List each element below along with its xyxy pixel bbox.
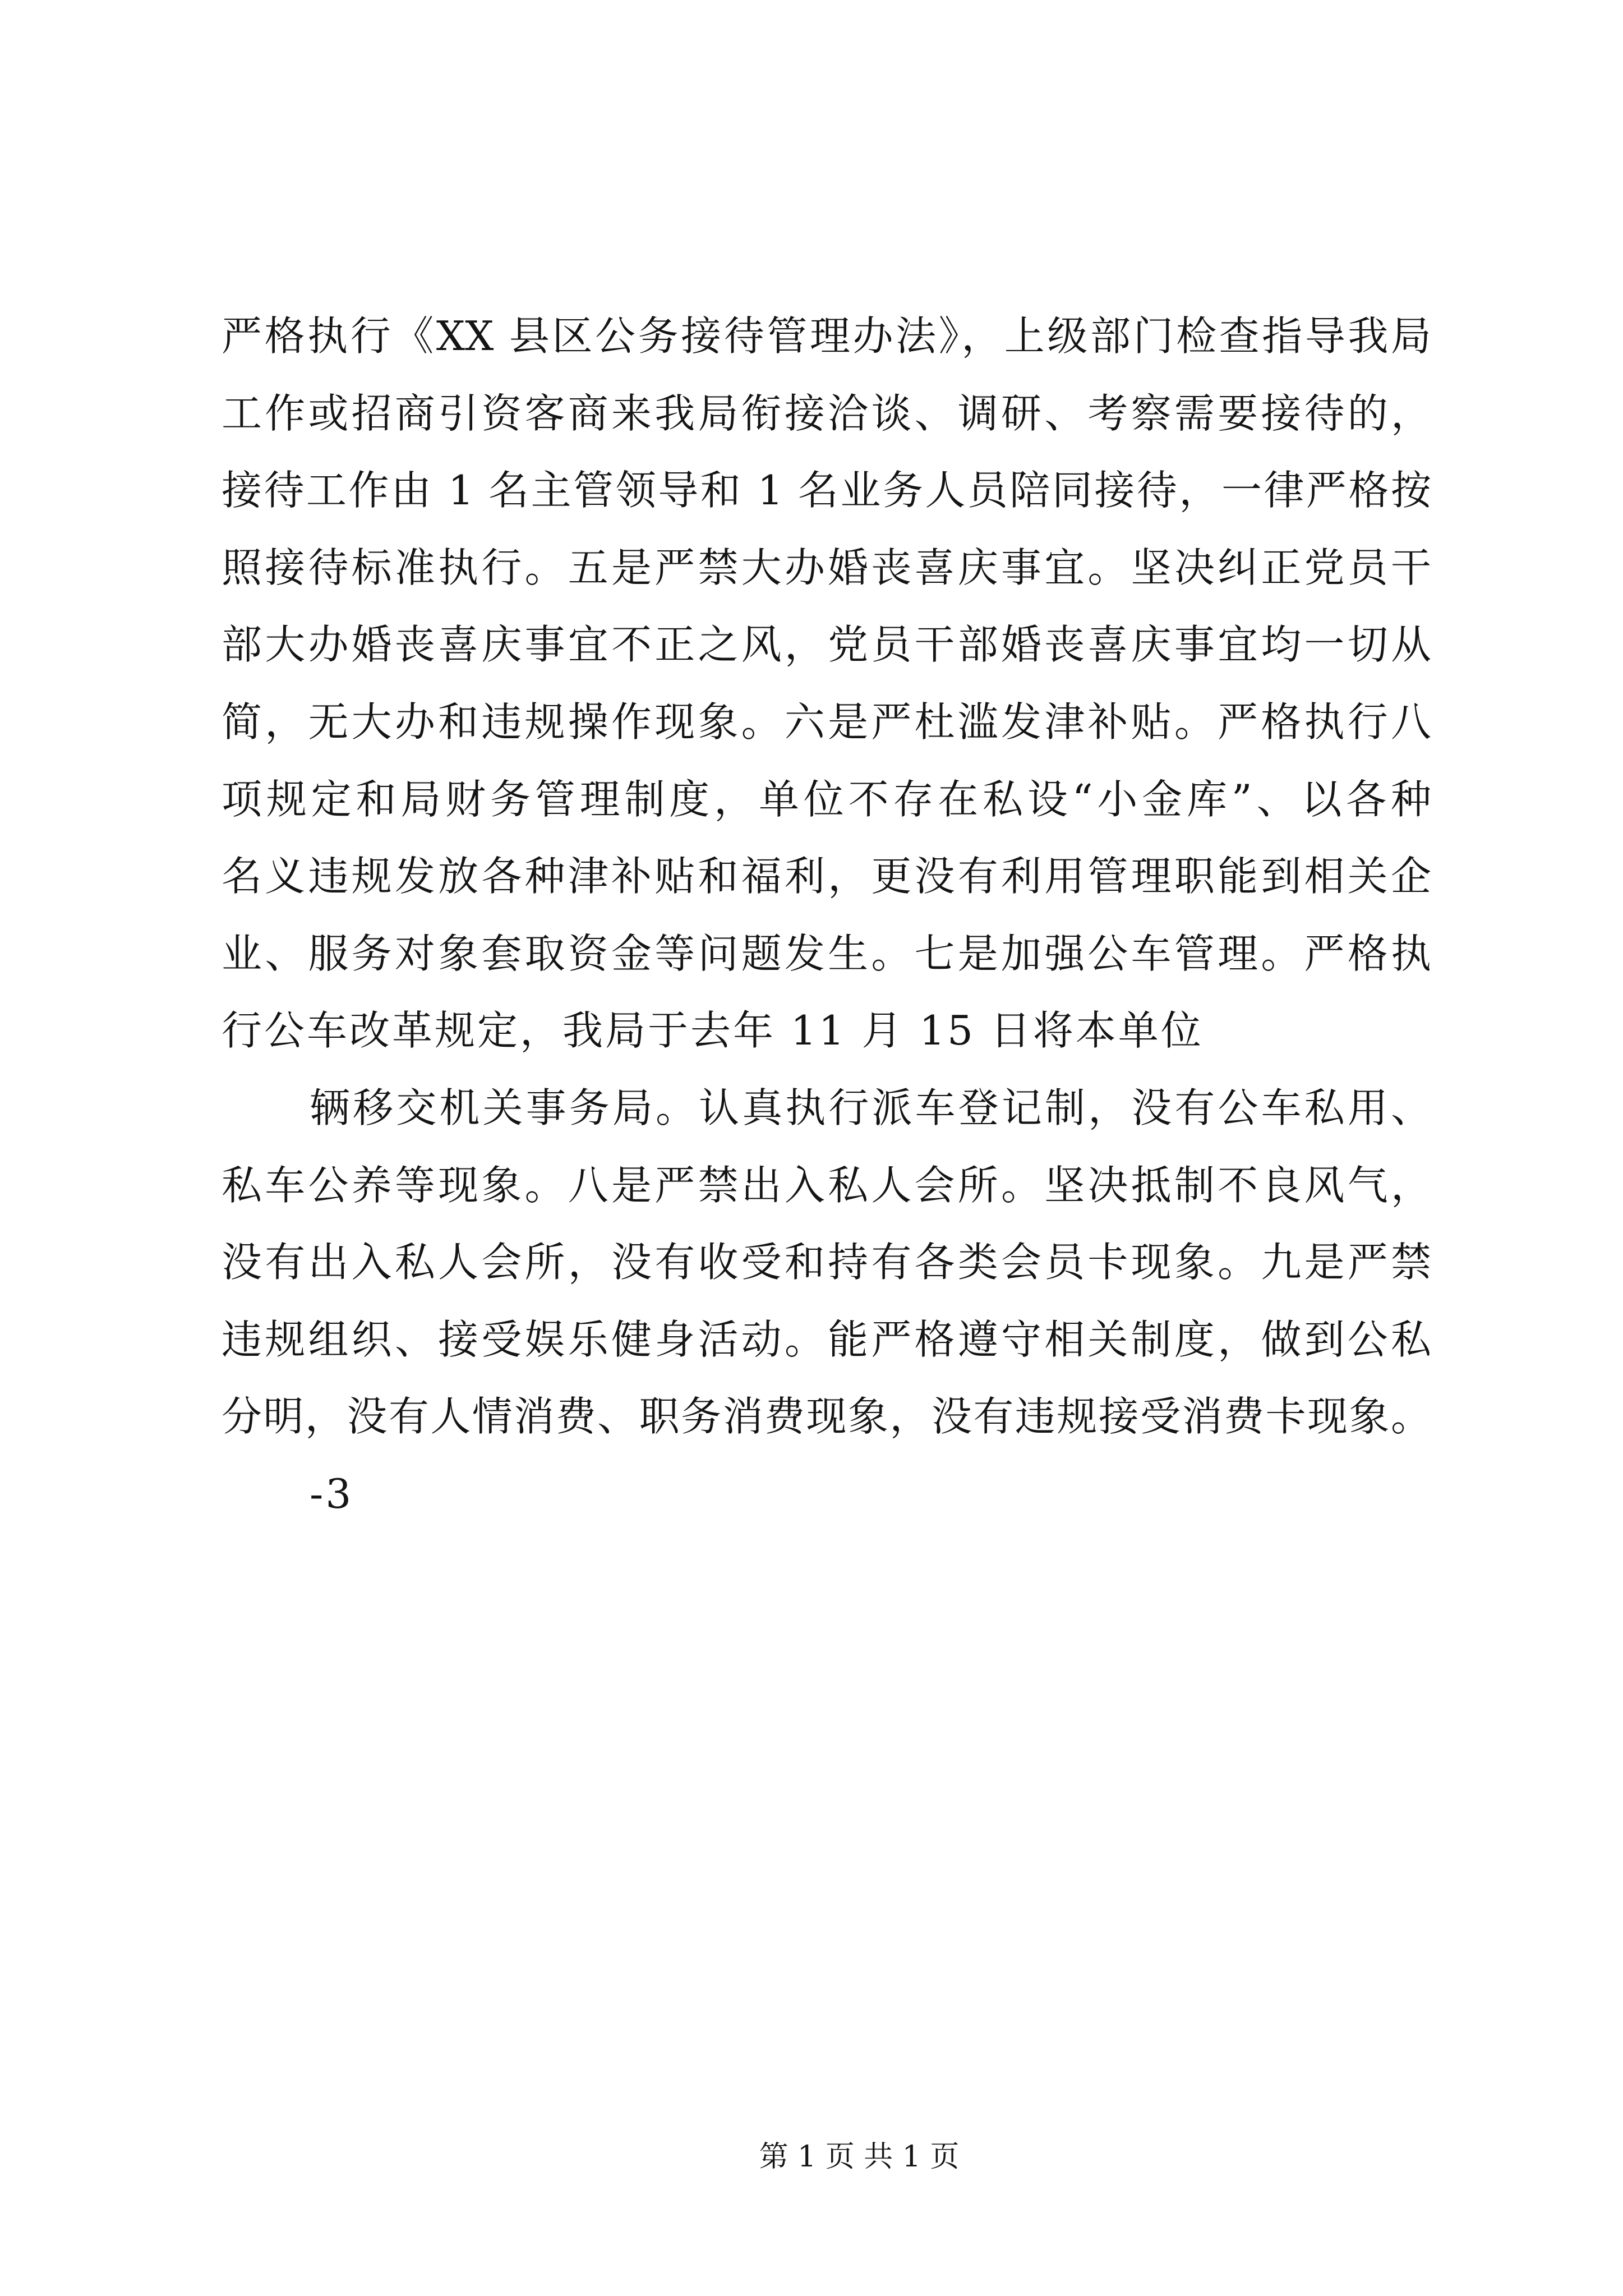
text-line: 部大办婚丧喜庆事宜不正之风，党员干部婚丧喜庆事宜均一切从 — [222, 621, 1431, 669]
text-line: 业、服务对象套取资金等问题发生。七是加强公车管理。严格执 — [222, 930, 1431, 977]
text-line: 没有出入私人会所，没有收受和持有各类会员卡现象。九是严禁 — [222, 1239, 1431, 1286]
text-line: 项规定和局财务管理制度，单位不存在私设“小金库”、以各种 — [222, 775, 1431, 823]
paragraph — [222, 1070, 1431, 1456]
text-line: 名义违规发放各种津补贴和福利，更没有利用管理职能到相关企 — [222, 853, 1431, 900]
text-line: 私车公养等现象。八是严禁出入私人会所。坚决抵制不良风气， — [222, 1161, 1431, 1209]
page-marker: -3 — [310, 1470, 354, 1517]
text-line: 严格执行《XX 县区公务接待管理办法》，上级部门检查指导我局 — [222, 312, 1431, 360]
text-line: 辆移交机关事务局。认真执行派车登记制，没有公车私用、 — [310, 1084, 1431, 1131]
text-line: 照接待标准执行。五是严禁大办婚丧喜庆事宜。坚决纠正党员干 — [222, 544, 1431, 591]
paragraph — [222, 298, 1431, 1070]
document-body — [222, 298, 1431, 1533]
text-line: 工作或招商引资客商来我局衔接洽谈、调研、考察需要接待的， — [222, 389, 1431, 437]
text-line: 接待工作由 1 名主管领导和 1 名业务人员陪同接待，一律严格按 — [222, 467, 1431, 514]
page-footer: 第 1 页 共 1 页 — [759, 2140, 960, 2174]
text-line: 简，无大办和违规操作现象。六是严杜滥发津补贴。严格执行八 — [222, 698, 1431, 746]
text-line: 行公车改革规定，我局于去年 11 月 15 日将本单位 — [222, 1007, 1204, 1055]
text-line: 违规组织、接受娱乐健身活动。能严格遵守相关制度，做到公私 — [222, 1315, 1431, 1363]
text-line: 分明，没有人情消费、职务消费现象，没有违规接受消费卡现象。 — [222, 1393, 1431, 1441]
